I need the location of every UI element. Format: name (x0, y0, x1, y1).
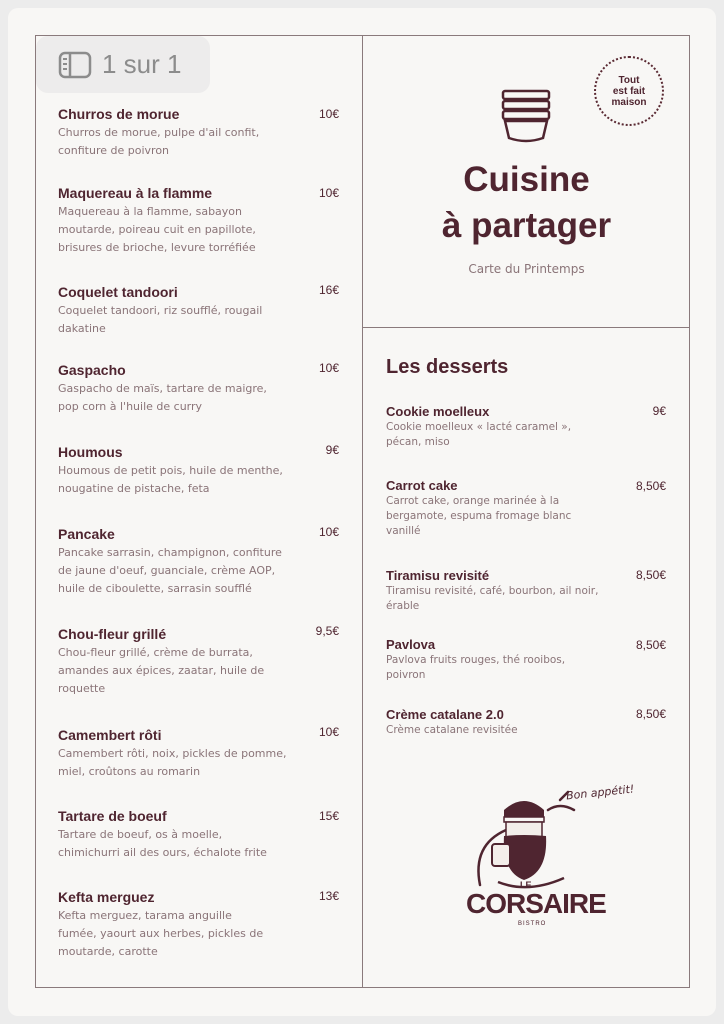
logo-sub: BISTRO (518, 921, 547, 927)
item-price: 10€ (318, 107, 339, 121)
dessert-item (386, 478, 611, 539)
corsaire-mascot-icon (468, 790, 598, 890)
homemade-badge: Tout est fait maison (594, 56, 664, 126)
item-description: Chou-fleur grillé, crème de burrata, amandes aux épices, zaatar, huile de roquette (58, 646, 265, 695)
item-name: Tartare de boeuf (58, 808, 167, 824)
item-description: Houmous de petit pois, huile de menthe, nougatine de pistache, feta (58, 464, 283, 495)
item-price: 9€ (652, 404, 666, 418)
item-price: 16€ (318, 283, 339, 297)
menu-item (58, 889, 313, 961)
item-name: Pancake (58, 526, 115, 542)
item-description: Kefta merguez, tarama anguille fumée, yaourt aux herbes, pickles de moutarde, carotte (58, 909, 264, 958)
dessert-item (386, 707, 611, 738)
item-description: Cookie moelleux « lacté caramel », pécan, miso (386, 421, 572, 448)
menu-item (58, 444, 313, 498)
item-description: Tartare de boeuf, os à moelle, chimichurri ail des ours, échalote frite (58, 828, 267, 859)
menu-item (58, 626, 313, 698)
item-price: 8,50€ (635, 707, 666, 721)
menu-item (58, 526, 313, 598)
item-name: Tiramisu revisité (386, 568, 490, 583)
item-description: Churros de morue, pulpe d'ail confit, confiture de poivron (58, 126, 260, 157)
item-name: Cookie moelleux (386, 404, 490, 419)
item-name: Crème catalane 2.0 (386, 707, 504, 722)
item-description: Camembert rôti, noix, pickles de pomme, miel, croûtons au romarin (58, 747, 287, 778)
item-description: Tiramisu revisité, café, bourbon, ail noir, érable (386, 585, 599, 612)
desserts-title: Les desserts (386, 356, 509, 378)
item-price: 10€ (318, 186, 339, 200)
page-subtitle: Carte du Printemps (468, 262, 585, 276)
item-name: Camembert rôti (58, 727, 162, 743)
item-description: Carrot cake, orange marinée à la bergamote, espuma fromage blanc vanillé (386, 495, 572, 537)
page-title-line1: Cuisine (463, 160, 590, 199)
dessert-item (386, 404, 611, 450)
item-price: 8,50€ (635, 568, 666, 582)
page-indicator-label: 1 sur 1 (102, 49, 182, 79)
item-name: Carrot cake (386, 478, 458, 493)
item-price: 10€ (318, 361, 339, 375)
dessert-item (386, 637, 611, 683)
dessert-item (386, 568, 611, 614)
menu-item (58, 185, 313, 257)
item-name: Maquereau à la flamme (58, 185, 213, 201)
logo-le: LE (520, 880, 532, 890)
logo-name: CORSAIRE (466, 888, 606, 919)
menu-item (58, 727, 313, 781)
bowl-stack-icon (500, 88, 552, 146)
page-indicator[interactable] (36, 36, 210, 93)
item-price: 9€ (325, 443, 339, 457)
item-name: Houmous (58, 444, 123, 460)
item-name: Churros de morue (58, 106, 180, 122)
menu-item (58, 106, 313, 160)
item-price: 8,50€ (635, 479, 666, 493)
item-description: Crème catalane revisitée (386, 724, 518, 736)
sidebar-toggle-icon (58, 51, 92, 79)
item-description: Coquelet tandoori, riz soufflé, rougail dakatine (58, 304, 263, 335)
item-price: 9,5€ (315, 624, 339, 638)
item-name: Coquelet tandoori (58, 284, 178, 300)
item-price: 8,50€ (635, 638, 666, 652)
greeting-text: Bon appétit! (565, 782, 635, 803)
menu-item (58, 362, 313, 416)
item-description: Gaspacho de maïs, tartare de maigre, pop corn à l'huile de curry (58, 382, 267, 413)
menu-item (58, 284, 313, 338)
item-name: Gaspacho (58, 362, 126, 378)
item-price: 15€ (318, 809, 339, 823)
item-description: Maquereau à la flamme, sabayon moutarde, poireau cuit en papillote, brisures de brioche, levure torréfiée (58, 205, 256, 254)
item-price: 13€ (318, 889, 339, 903)
item-description: Pavlova fruits rouges, thé rooibos, poivron (386, 654, 566, 681)
item-name: Chou-fleur grillé (58, 626, 167, 642)
item-name: Kefta merguez (58, 889, 155, 905)
section-divider (362, 327, 690, 328)
menu-item (58, 808, 313, 862)
item-price: 10€ (318, 725, 339, 739)
item-name: Pavlova (386, 637, 436, 652)
page-title-line2: à partager (441, 206, 612, 245)
item-description: Pancake sarrasin, champignon, confiture de jaune d'oeuf, guanciale, crème AOP, huile de ciboulette, sarrasin soufflé (58, 546, 282, 595)
item-price: 10€ (318, 525, 339, 539)
